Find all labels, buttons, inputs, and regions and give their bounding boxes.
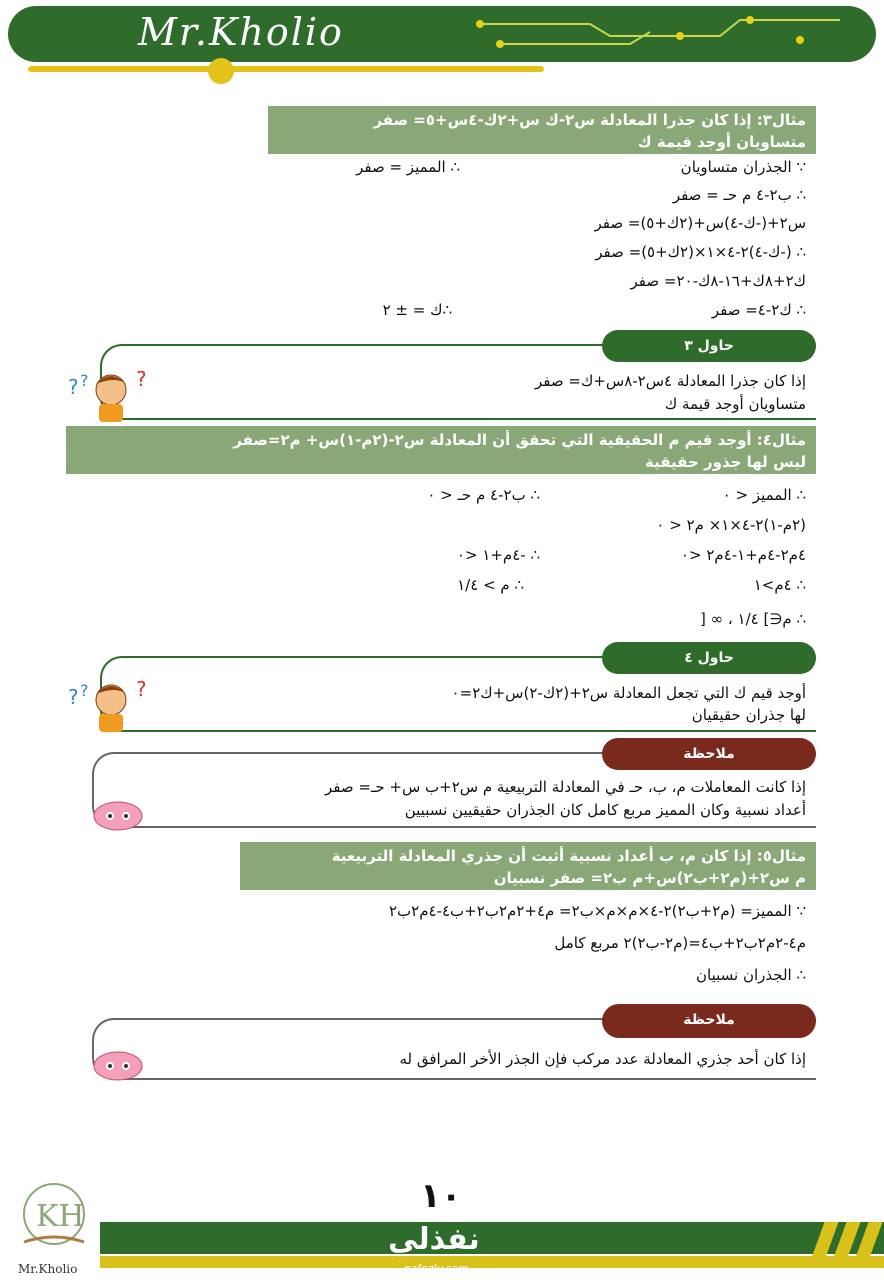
ex3-line-5: ك٢+٨ك+١٦-٨ك-٢٠= صفر <box>630 272 806 290</box>
thinking-boy-icon-2 <box>66 676 156 736</box>
svg-text:?: ? <box>136 367 147 391</box>
try-4-line2: لها جذران حقيقيان <box>691 706 806 724</box>
ex4-line-3-left: ∴ -٤م+١ <٠ <box>456 546 540 564</box>
ex5-line-3: ∴ الجذران نسبيان <box>696 966 806 984</box>
example-5-title-line2: م س٢+(م٢+ب٢)س+م ب٢= صفر نسبيان <box>493 869 806 887</box>
example-5-title-line1: مثال٥: إذا كان م، ب أعداد نسبية أثبت أن جذري المعادلة التربيعية <box>331 847 806 865</box>
brain-icon <box>90 798 146 834</box>
try-3-line1: إذا كان جذرا المعادلة ٤س٢-٨س+ك= صفر <box>535 372 806 390</box>
brain-icon-2 <box>90 1048 146 1084</box>
ex3-line-4: ∴ (-ك-٤)٢-٤×١×(٢ك+٥)= صفر <box>595 243 806 261</box>
ex3-line-3: س٢+(-ك-٤)س+(٢ك+٥)= صفر <box>594 214 806 232</box>
example-3-title-line1: مثال٣: إذا كان جذرا المعادلة س٢-ك س+٢ك-٤س+٥= صفر <box>373 111 806 129</box>
ex4-line-4: ∴ ٤م>١ <box>753 576 806 594</box>
ex4-line-3: ٤م٢-٤م+١-٤م٢ <٠ <box>680 546 806 564</box>
ex4-line-2: (٢م-١)٢-٤×١× م٢ < ٠ <box>656 516 806 534</box>
ex4-line-4-left: ∴ م > ١/٤ <box>457 576 524 594</box>
ex5-line-2: م٤-٢م٢ب٢+ب٤=(م٢-ب٢)٢ مربع كامل <box>554 934 806 952</box>
svg-text:KH: KH <box>36 1199 85 1234</box>
note-1-label: ملاحظة <box>602 738 816 770</box>
svg-text:?: ? <box>80 371 89 390</box>
ex3-line-1-left: ∴ المميز = صفر <box>356 158 460 176</box>
ex3-line-2: ∴ ب٢-٤ م حـ = صفر <box>672 186 806 204</box>
ex4-line-1: ∴ المميز < ٠ <box>722 486 806 504</box>
example-4-title-line2: ليس لها جذور حقيقية <box>645 453 806 471</box>
footer-stripe <box>100 1256 884 1268</box>
note-1-line2: أعداد نسبية وكان المميز مربع كامل كان الجذران حقيقيين نسبيين <box>404 801 806 819</box>
example-4-title-line1: مثال٤: أوجد قيم م الحقيقية التي تحقق أن المعادلة س٢-(٢م-١)س+ م٢=صفر <box>233 431 806 449</box>
thinking-boy-icon <box>66 366 156 426</box>
page-number: ١٠ <box>420 1176 462 1216</box>
note-2-label: ملاحظة <box>602 1004 816 1038</box>
note-1-line1: إذا كانت المعاملات م، ب، حـ في المعادلة التربيعية م س٢+ب س+ حـ= صفر <box>325 778 806 796</box>
ex4-line-5: ∴ م∈] ١/٤ ، ∞ [ <box>700 610 806 628</box>
svg-text:?: ? <box>68 375 79 399</box>
svg-text:?: ? <box>80 681 89 700</box>
ex5-line-1: ∵ المميز= (م٢+ب٢)٢-٤×م×م×ب٢= م٤+٢م٢ب٢+ب٤-٤م٢ب٢ <box>388 902 806 920</box>
ex4-line-1-left: ∴ ب٢-٤ م حـ < ٠ <box>427 486 540 504</box>
kh-logo-icon <box>14 1180 94 1252</box>
circuit-decoration <box>470 10 850 54</box>
example-4-title <box>66 426 816 474</box>
header-logo: Mr.Kholio <box>138 10 344 54</box>
try-3-line2: متساويان أوجد قيمة ك <box>664 395 806 413</box>
try-4-line1: أوجد قيم ك التي تجعل المعادلة س٢+(٢ك-٢)س+ك٢=٠ <box>451 684 806 702</box>
brand-text: نفذلي <box>388 1222 480 1257</box>
ex3-line-1: ∵ الجذران متساويان <box>680 158 806 176</box>
ex3-line-6-left: ∴ك = ± ٢ <box>382 301 452 319</box>
try-3-label: حاول ٣ <box>602 330 816 362</box>
footer-logo-text: Mr.Kholio <box>18 1262 78 1276</box>
example-5-title <box>240 842 816 890</box>
example-3-title-line2: متساويان أوجد قيمة ك <box>637 133 806 151</box>
header-underline <box>28 66 544 72</box>
note-2-line1: إذا كان أحد جذري المعادلة عدد مركب فإن الجذر الأخر المرافق له <box>399 1050 806 1068</box>
header-dot <box>208 58 234 84</box>
footer-bar <box>100 1222 884 1254</box>
svg-text:?: ? <box>68 685 79 709</box>
try-4-label: حاول ٤ <box>602 642 816 674</box>
ex3-line-6: ∴ ك٢-٤= صفر <box>711 301 806 319</box>
brand-url: nafezly.com <box>404 1262 470 1275</box>
svg-text:?: ? <box>136 677 147 701</box>
example-3-title <box>268 106 816 154</box>
